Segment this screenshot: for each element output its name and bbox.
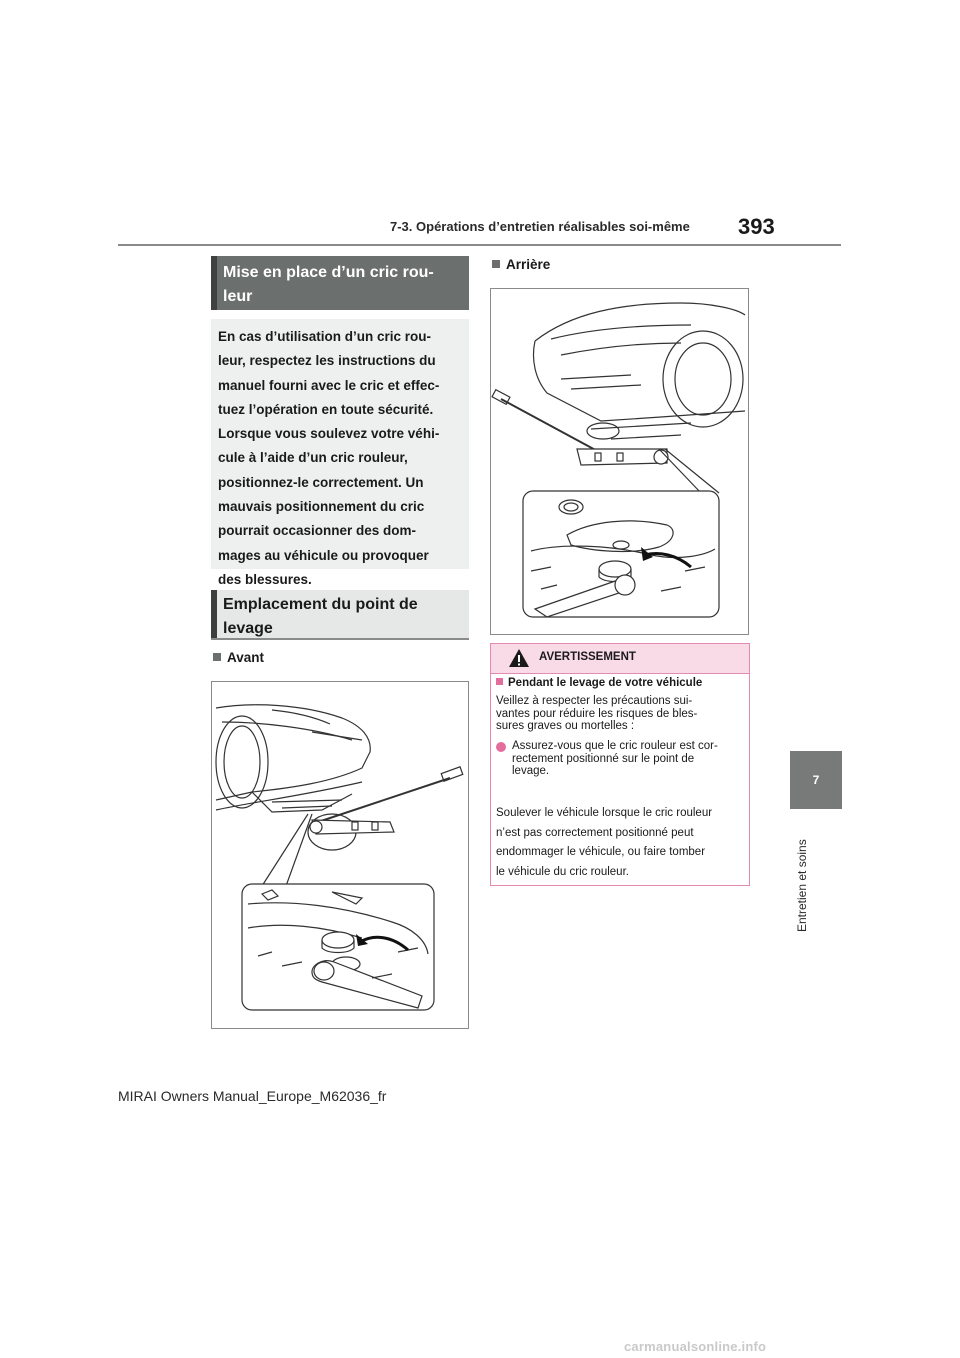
warning-bullet: Assurez-vous que le cric rouleur est cor- rectement positionné sur le point de levage. (496, 740, 741, 778)
section-heading-jack (211, 256, 469, 310)
square-bullet-icon (496, 678, 503, 685)
rear-lift-illustration (491, 289, 748, 634)
section-heading-lift-point (211, 590, 469, 640)
document-footer: MIRAI Owners Manual_Europe_M62036_fr (118, 1088, 387, 1104)
subheading-front: Avant (213, 650, 264, 665)
running-header-section-title: 7-3. Opérations d’entretien réalisables soi-même (390, 219, 690, 234)
warning-subheading: Pendant le levage de votre véhicule (496, 677, 702, 689)
header-divider (118, 244, 841, 246)
figure-front-lift-point (211, 681, 469, 1029)
warning-box (490, 643, 750, 886)
subheading-rear: Arrière (492, 257, 550, 272)
square-bullet-icon (492, 260, 500, 268)
chapter-number: 7 (812, 773, 820, 787)
watermark: carmanualsonline.info (624, 1339, 767, 1354)
chapter-label: Entretien et soins (795, 839, 809, 932)
page-number: 393 (738, 214, 775, 239)
warning-header (491, 644, 749, 674)
chapter-label-container (792, 840, 812, 940)
chapter-tab[interactable] (790, 751, 842, 809)
section-heading-lift-point-text: Emplacement du point de levage (223, 596, 418, 637)
square-bullet-icon (213, 653, 221, 661)
warning-title: AVERTISSEMENT (539, 651, 636, 663)
caution-text: En cas d’utilisation d’un cric rou- leur, respectez les instructions du manuel fourni avec le cric et effec- tuez l’opération en toute sécurité. Lorsque vous soulevez votre véhi- cule à l’aide d’un cric rouleur, positionnez-le correctement. Un mauvais positionnement du cric pourrait occasionner des dom- mages au véhicule ou provoquer des blessures. (218, 329, 440, 587)
round-bullet-icon (496, 742, 506, 752)
warning-consequence: Soulever le véhicule lorsque le cric rouleur n’est pas correctement positionné peut endommager le véhicule, ou faire tomber le véhicule du cric rouleur. (496, 807, 713, 878)
section-heading-jack-text: Mise en place d’un cric rou- leur (223, 264, 434, 305)
warning-triangle-icon (508, 648, 530, 668)
warning-intro: Veillez à respecter les précautions sui- vantes pour réduire les risques de bles- sures graves ou mortelles : (496, 695, 698, 732)
front-lift-illustration (212, 682, 468, 1028)
caution-box (211, 319, 469, 587)
figure-rear-lift-point (490, 288, 749, 635)
